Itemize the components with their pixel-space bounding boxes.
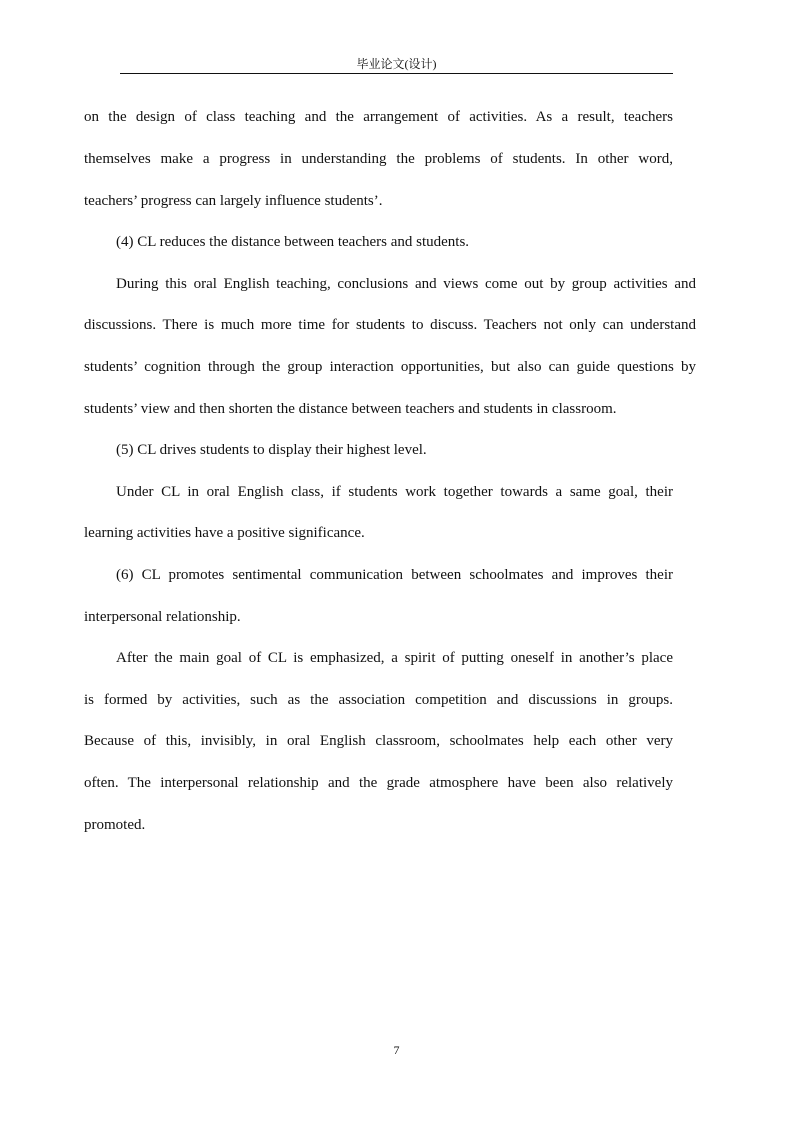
text-line: learning activities have a positive significance. (84, 525, 365, 541)
text-line: discussions. There is much more time for students to discuss. Teachers not only can understand (84, 317, 696, 333)
text-line: often. The interpersonal relationship and the grade atmosphere have been also relatively (84, 775, 673, 791)
text-line: students’ cognition through the group interaction opportunities, but also can guide questions by (84, 359, 696, 375)
text-line: After the main goal of CL is emphasized, a spirit of putting oneself in another’s place (116, 650, 673, 666)
section-heading: (4) CL reduces the distance between teachers and students. (116, 234, 470, 250)
page-number: 7 (393, 1043, 400, 1057)
text-line: Because of this, invisibly, in oral English classroom, schoolmates help each other very (84, 733, 673, 749)
text-line: promoted. (84, 817, 146, 833)
text-line: Under CL in oral English class, if students work together towards a same goal, their (116, 484, 673, 500)
text-line: teachers’ progress can largely influence students’. (84, 193, 383, 209)
header-rule (120, 73, 673, 74)
section-heading: (5) CL drives students to display their highest level. (116, 442, 427, 458)
text-line: students’ view and then shorten the distance between teachers and students in classroom. (84, 401, 617, 417)
section-heading: (6) CL promotes sentimental communication between schoolmates and improves their (116, 567, 673, 583)
text-line: During this oral English teaching, conclusions and views come out by group activities and (116, 276, 696, 292)
text-line: is formed by activities, such as the association competition and discussions in groups. (84, 692, 673, 708)
section-heading-continued: interpersonal relationship. (84, 609, 241, 625)
text-line: themselves make a progress in understanding the problems of students. In other word, (84, 151, 673, 167)
text-line: on the design of class teaching and the arrangement of activities. As a result, teachers (84, 109, 673, 125)
page-header-title: 毕业论文(设计) (356, 57, 437, 71)
